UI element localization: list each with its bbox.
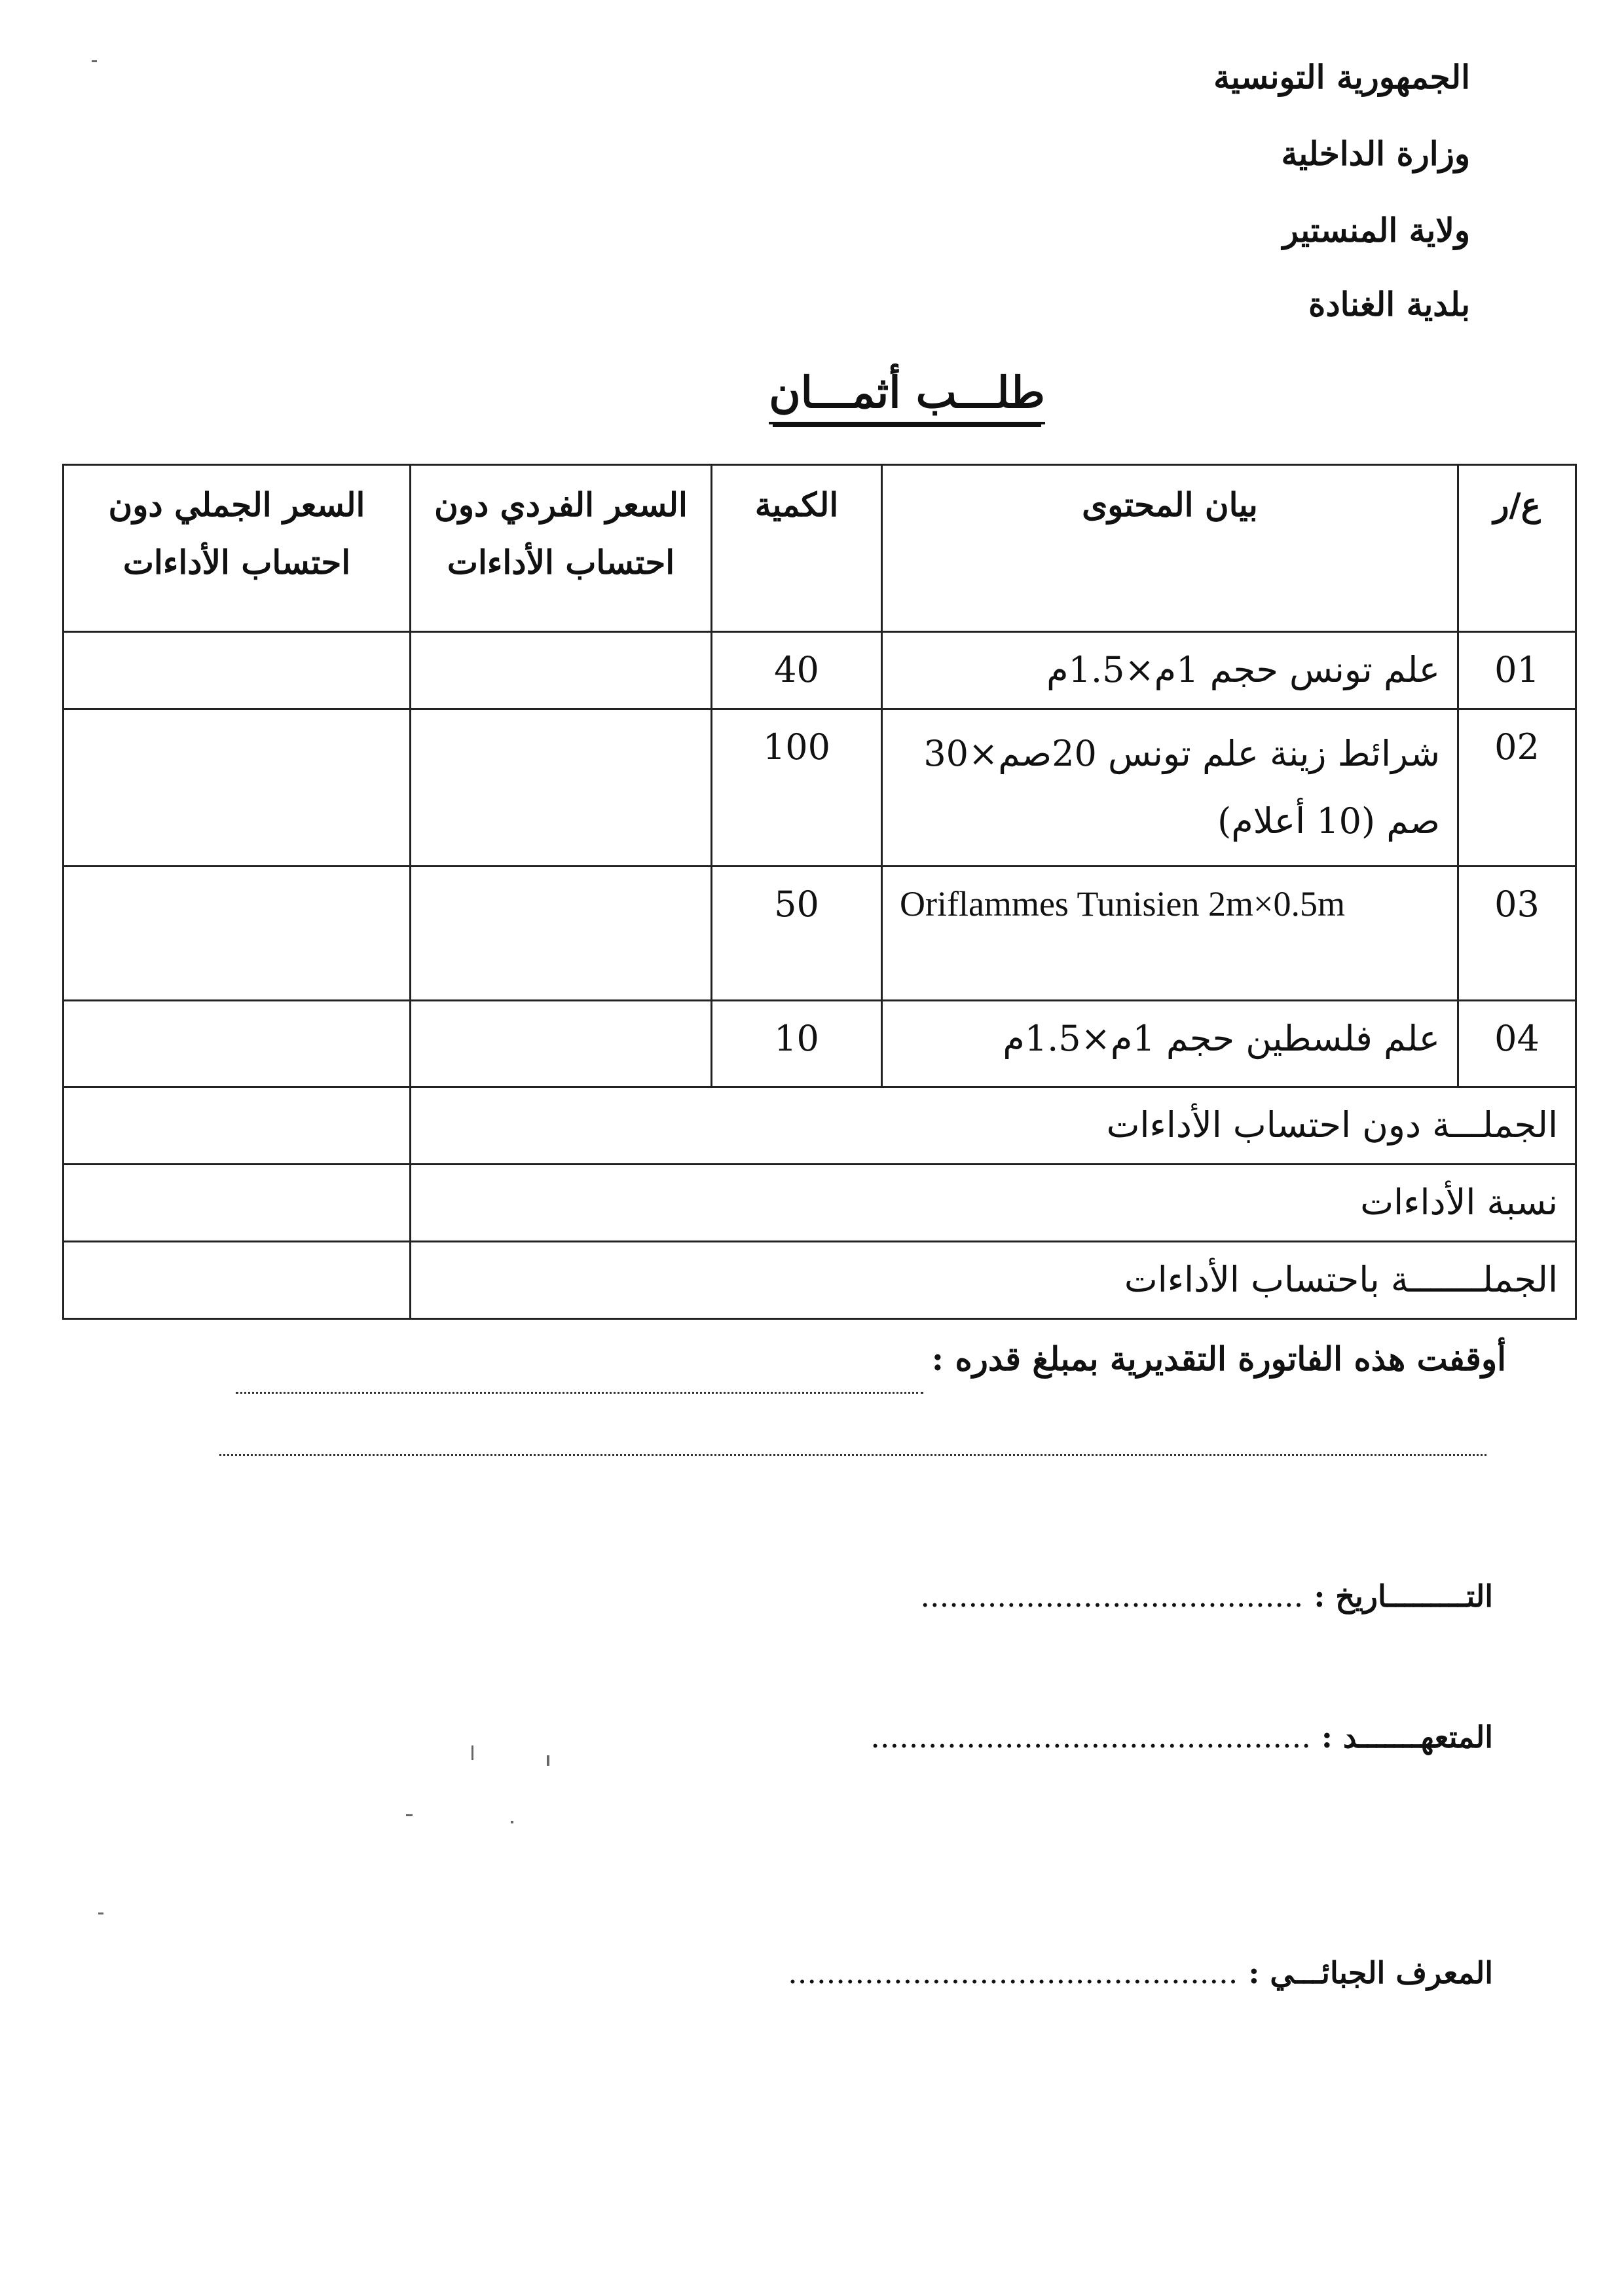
row-total-price bbox=[64, 632, 411, 709]
date-field bbox=[920, 1578, 1493, 1614]
summary-value bbox=[64, 1165, 411, 1242]
header-ministry: وزارة الداخلية bbox=[1281, 134, 1470, 173]
stop-statement: أوقفت هذه الفاتورة التقديرية بمبلغ قدره : bbox=[931, 1339, 1506, 1378]
header-num: ع/ر bbox=[1458, 465, 1576, 632]
date-label: التـــــــــاريخ : bbox=[1314, 1578, 1493, 1614]
row-total-price bbox=[64, 709, 411, 867]
row-total-price bbox=[64, 867, 411, 1001]
summary-label: الجملـــــــة باحتساب الأداءات bbox=[411, 1242, 1576, 1319]
tax-id-field bbox=[788, 1955, 1493, 1990]
row-total-price bbox=[64, 1001, 411, 1087]
row-num: 01 bbox=[1458, 632, 1576, 709]
scan-speck bbox=[511, 1821, 513, 1823]
scan-speck bbox=[547, 1755, 549, 1766]
document-title-wrapper bbox=[0, 367, 1624, 424]
header-description: بيان المحتوى bbox=[882, 465, 1458, 632]
row-num: 02 bbox=[1458, 709, 1576, 867]
table-row bbox=[64, 709, 1576, 867]
row-unit-price bbox=[411, 1001, 712, 1087]
contractor-field bbox=[870, 1719, 1493, 1755]
summary-value bbox=[64, 1242, 411, 1319]
header-governorate: ولاية المنستير bbox=[1282, 211, 1470, 250]
scan-speck bbox=[98, 1912, 103, 1914]
row-quantity: 40 bbox=[712, 632, 882, 709]
row-num: 03 bbox=[1458, 867, 1576, 1001]
tax-id-value: ............................................... bbox=[788, 1955, 1238, 1990]
date-value: ........................................ bbox=[920, 1578, 1304, 1614]
table-row bbox=[64, 867, 1576, 1001]
header-municipality: بلدية الغنادة bbox=[1308, 285, 1470, 324]
header-total-price: السعر الجملي دون احتساب الأداءات bbox=[64, 465, 411, 632]
row-description: شرائط زينة علم تونس 20صم×30 صم (10 أعلام) bbox=[882, 709, 1458, 867]
contractor-value: .............................................. bbox=[870, 1719, 1311, 1755]
scan-speck bbox=[471, 1745, 473, 1760]
table-row bbox=[64, 1001, 1576, 1087]
header-quantity: الكمية bbox=[712, 465, 882, 632]
row-unit-price bbox=[411, 709, 712, 867]
tax-id-label: المعرف الجبائـــي : bbox=[1248, 1955, 1493, 1990]
row-quantity: 50 bbox=[712, 867, 882, 1001]
summary-label: الجملـــة دون احتساب الأداءات bbox=[411, 1087, 1576, 1165]
contractor-label: المتعهـــــــد : bbox=[1321, 1719, 1493, 1755]
row-description: علم فلسطين حجم 1م×1.5م bbox=[882, 1001, 1458, 1087]
row-quantity: 100 bbox=[712, 709, 882, 867]
document-title: طلـــب أثمـــان bbox=[769, 367, 1045, 424]
summary-label: نسبة الأداءات bbox=[411, 1165, 1576, 1242]
row-description: علم تونس حجم 1م×1.5م bbox=[882, 632, 1458, 709]
row-quantity: 10 bbox=[712, 1001, 882, 1087]
row-unit-price bbox=[411, 867, 712, 1001]
amount-dotted-line bbox=[236, 1392, 923, 1394]
row-unit-price bbox=[411, 632, 712, 709]
scan-speck bbox=[406, 1814, 413, 1816]
row-num: 04 bbox=[1458, 1001, 1576, 1087]
amount-dotted-line-2 bbox=[219, 1454, 1486, 1456]
header-unit-price: السعر الفردي دون احتساب الأداءات bbox=[411, 465, 712, 632]
summary-row-subtotal bbox=[64, 1087, 1576, 1165]
summary-row-total bbox=[64, 1242, 1576, 1319]
header-republic: الجمهورية التونسية bbox=[1213, 58, 1470, 96]
row-description: Oriflammes Tunisien 2m×0.5m bbox=[882, 867, 1458, 1001]
price-request-table bbox=[62, 464, 1577, 1320]
table-header-row bbox=[64, 465, 1576, 632]
scan-speck bbox=[92, 60, 97, 62]
table-row bbox=[64, 632, 1576, 709]
summary-row-tax-rate bbox=[64, 1165, 1576, 1242]
summary-value bbox=[64, 1087, 411, 1165]
